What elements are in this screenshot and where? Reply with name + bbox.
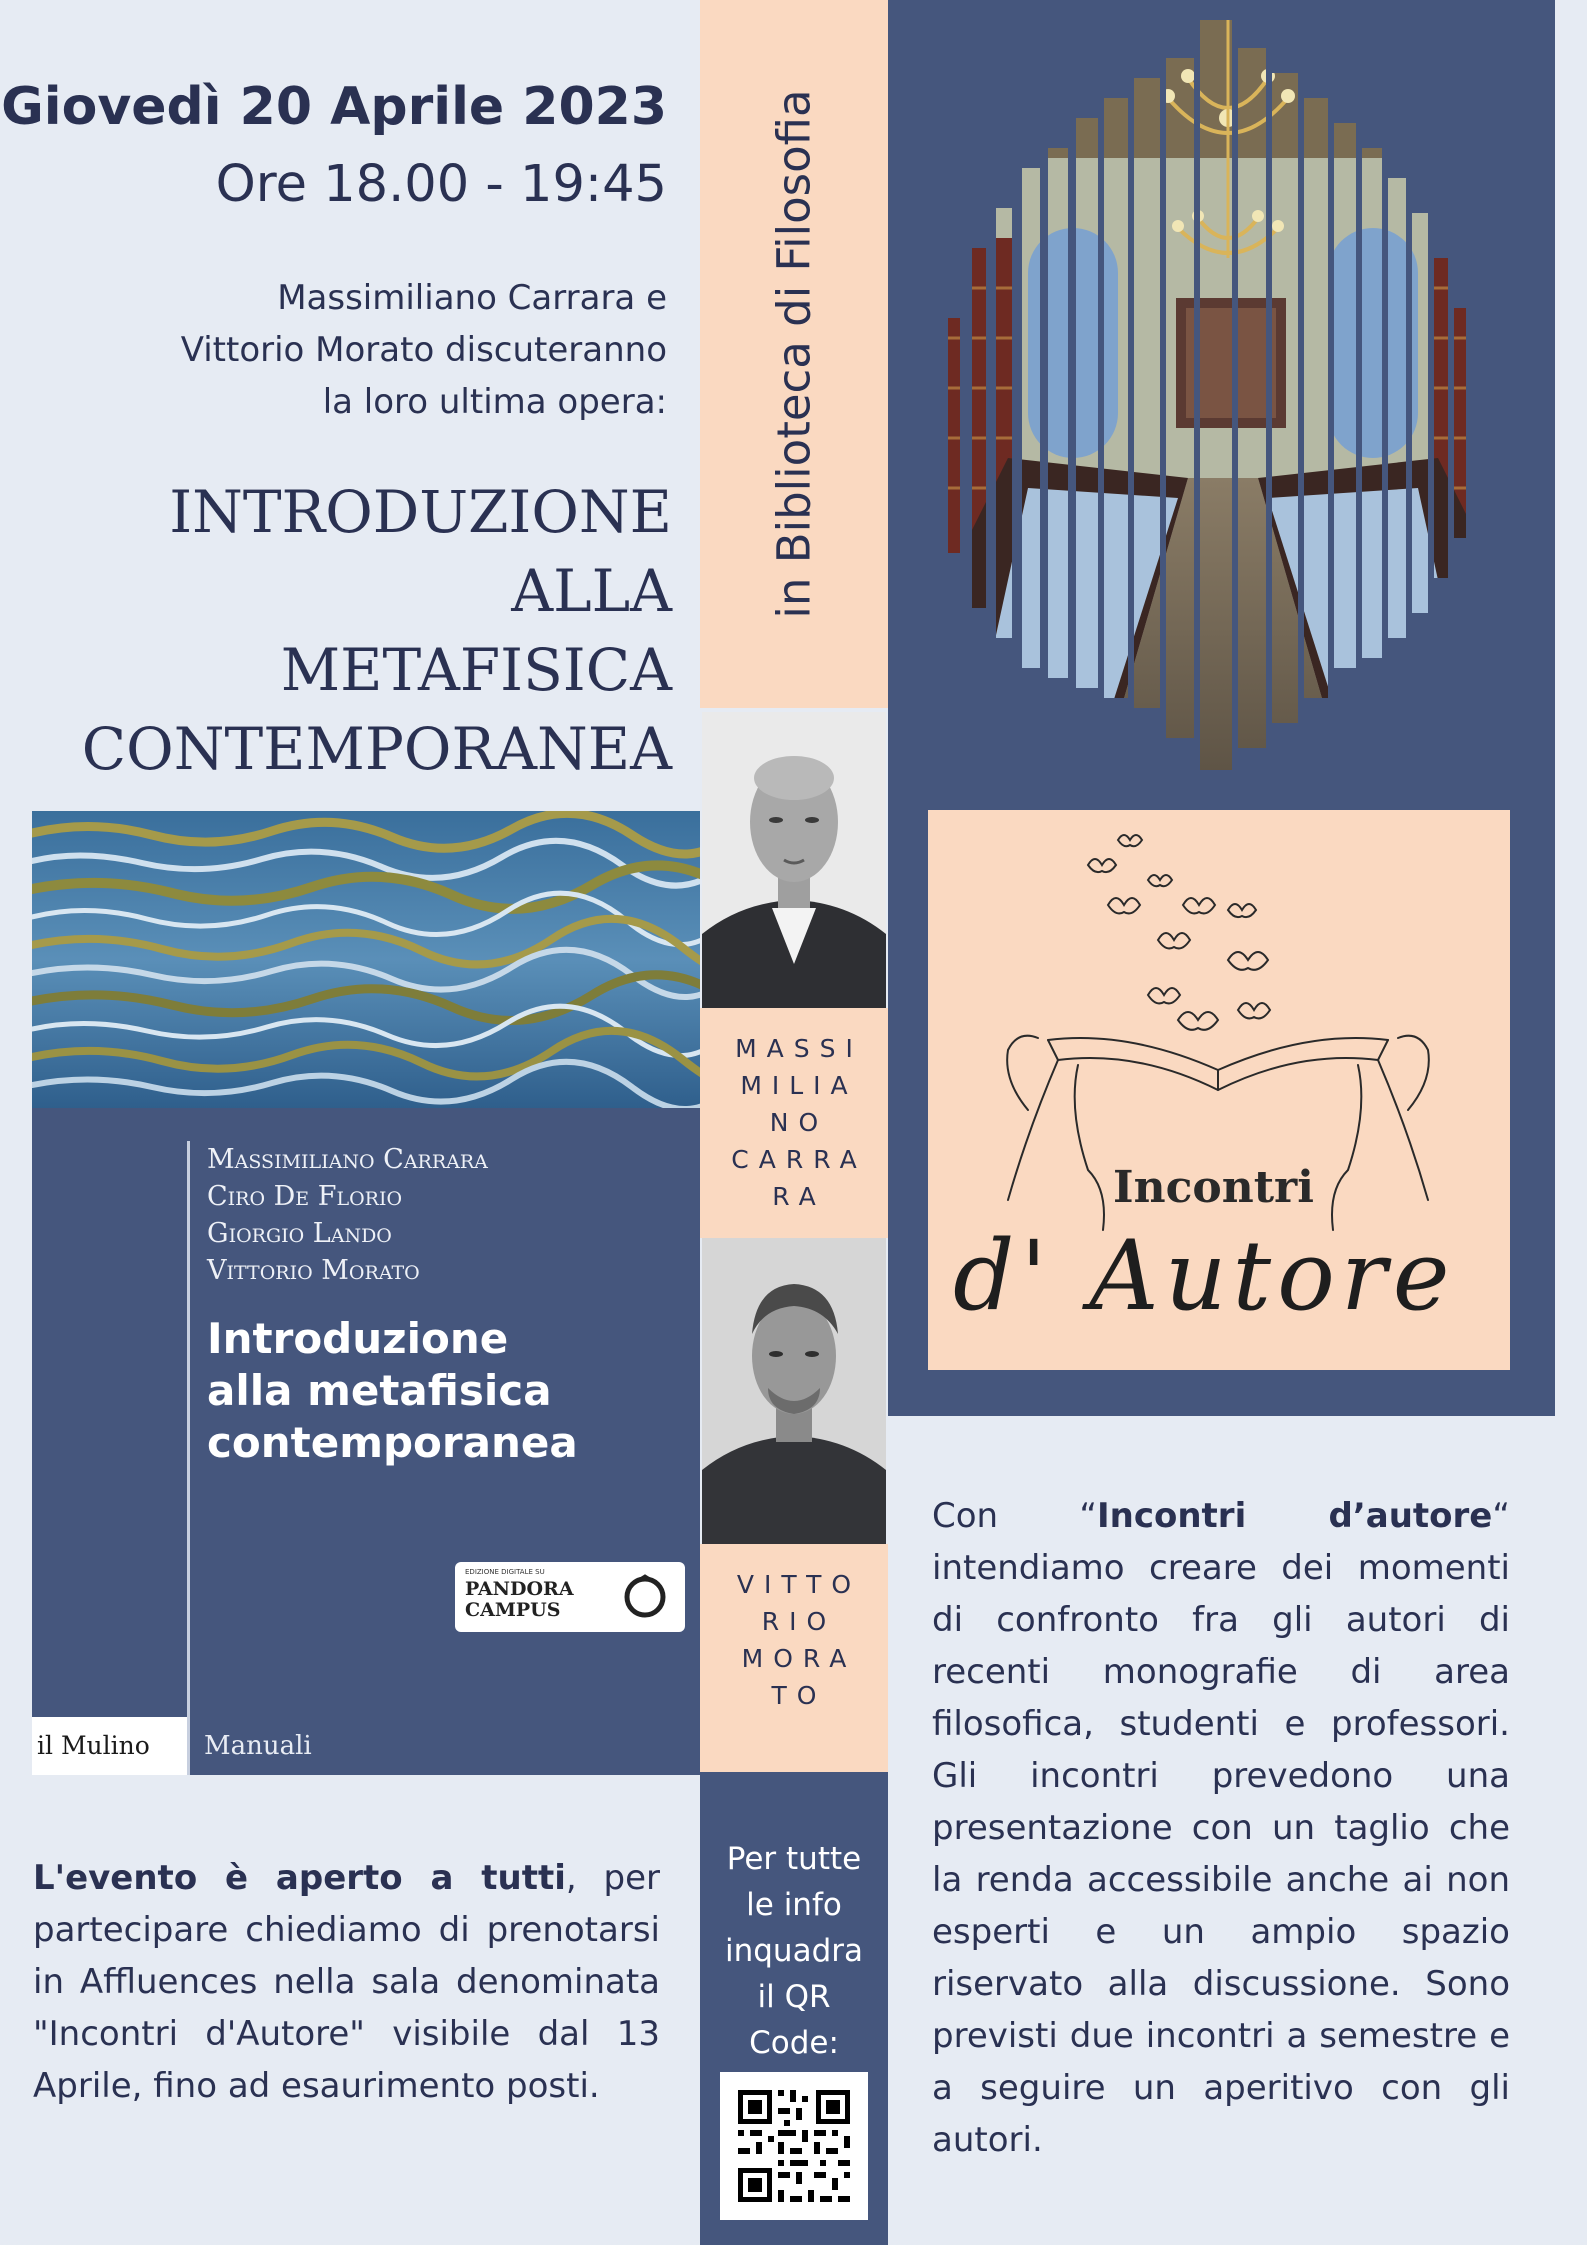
- desc-series-name: Incontri d’autore: [1096, 1496, 1493, 1536]
- cover-title-line: contemporanea: [207, 1418, 578, 1467]
- portrait-image: [702, 1238, 886, 1544]
- book-title-heading: [0, 473, 672, 789]
- pandora-campus-badge: [455, 1562, 685, 1632]
- qr-instructions: [700, 1836, 888, 2066]
- book-cover: [32, 811, 700, 1775]
- cover-divider: [187, 1141, 190, 1775]
- title-line: METAFISICA: [280, 636, 672, 704]
- name-part: RA: [772, 1182, 826, 1211]
- publisher-logo: [32, 1717, 187, 1775]
- qr-line: le info: [746, 1887, 842, 1923]
- badge-caption: EDIZIONE DIGITALE SU: [465, 1568, 545, 1576]
- speaker-name-box: [700, 1008, 888, 1238]
- qr-code-image: [720, 2072, 868, 2220]
- pandora-logo-icon: [620, 1572, 670, 1622]
- speaker-photo-morato: [702, 1238, 886, 1544]
- desc-prefix: Con: [932, 1496, 1080, 1536]
- desc-quote-close: “: [1492, 1496, 1510, 1536]
- name-part: VITTO: [736, 1570, 862, 1599]
- qr-line: Code:: [749, 2025, 839, 2061]
- incontri-autore-logo: [928, 810, 1510, 1370]
- badge-line: CAMPUS: [465, 1599, 561, 1621]
- event-date: Giovedì 20 Aprile 2023: [1, 77, 667, 137]
- speaker-name-box: [700, 1544, 888, 1772]
- qr-line: Per tutte: [726, 1841, 862, 1877]
- publisher-name: il Mulino: [37, 1731, 150, 1760]
- book-author: Ciro De Florio: [207, 1181, 403, 1212]
- cover-title-line: alla metafisica: [207, 1366, 552, 1415]
- event-time: Ore 18.00 - 19:45: [215, 155, 667, 214]
- series-description: [932, 1490, 1510, 2166]
- location-title: in Biblioteca di Filosofia: [767, 89, 821, 619]
- book-author: Massimiliano Carrara: [207, 1144, 488, 1175]
- badge-text: [465, 1579, 574, 1621]
- name-part: NO: [769, 1108, 829, 1137]
- book-authors: [207, 1141, 488, 1289]
- intro-line: la loro ultima opera:: [322, 382, 667, 422]
- book-author: Vittorio Morato: [207, 1255, 420, 1286]
- intro-line: Vittorio Morato discuteranno: [180, 330, 667, 370]
- portrait-image: [702, 712, 886, 1008]
- badge-line: PANDORA: [465, 1578, 574, 1600]
- desc-body: intendiamo creare dei momenti di confronto fra gli autori di recenti monografie di area filosofica, studenti e professori. Gli incontri prevedono una presentazione con un taglio che la renda accessibile anche ai non esperti e un ampio spazio riservato alla discussione. Sono previsti due incontri a semestre e a seguire un aperitivo con gli autori.: [932, 1548, 1510, 2160]
- library-image: [948, 18, 1498, 788]
- title-line: INTRODUZIONE ALLA: [169, 478, 672, 625]
- book-author: Giorgio Lando: [207, 1218, 392, 1249]
- desc-quote-open: “: [1079, 1496, 1097, 1536]
- name-part: MORA: [741, 1644, 857, 1673]
- speaker-name-carrara: [700, 1030, 888, 1215]
- name-part: MILIA: [740, 1071, 858, 1100]
- logo-title-line2: d' Autore: [953, 1220, 1456, 1332]
- water-image: [32, 811, 700, 1108]
- cover-title: [207, 1313, 578, 1469]
- event-info: [33, 1852, 660, 2112]
- speaker-name-morato: [700, 1566, 888, 1714]
- name-part: MASSI: [735, 1034, 863, 1063]
- cover-title-line: Introduzione: [207, 1314, 509, 1363]
- intro-text: [0, 272, 667, 428]
- qr-line: il QR: [757, 1979, 831, 2015]
- speaker-photo-carrara: [702, 712, 886, 1008]
- qr-panel: [700, 1772, 888, 2245]
- series-name: Manuali: [204, 1731, 312, 1761]
- intro-line: Massimiliano Carrara e: [277, 278, 667, 318]
- name-part: CARRA: [731, 1145, 867, 1174]
- logo-title-line1: Incontri: [1113, 1162, 1314, 1213]
- name-part: TO: [771, 1681, 827, 1710]
- title-line: CONTEMPORANEA: [81, 715, 672, 783]
- event-details: , per partecipare chiediamo di prenotarsi in Affluences nella sala denominata "Incontri d'Autore" visibile dal 13 Aprile, fino ad esaurimento posti.: [33, 1858, 660, 2106]
- event-open-to-all: L'evento è aperto a tutti: [33, 1858, 566, 1898]
- name-part: RIO: [761, 1607, 837, 1636]
- qr-code[interactable]: [720, 2072, 868, 2220]
- qr-line: inquadra: [724, 1933, 863, 1969]
- right-panel: [888, 0, 1555, 1416]
